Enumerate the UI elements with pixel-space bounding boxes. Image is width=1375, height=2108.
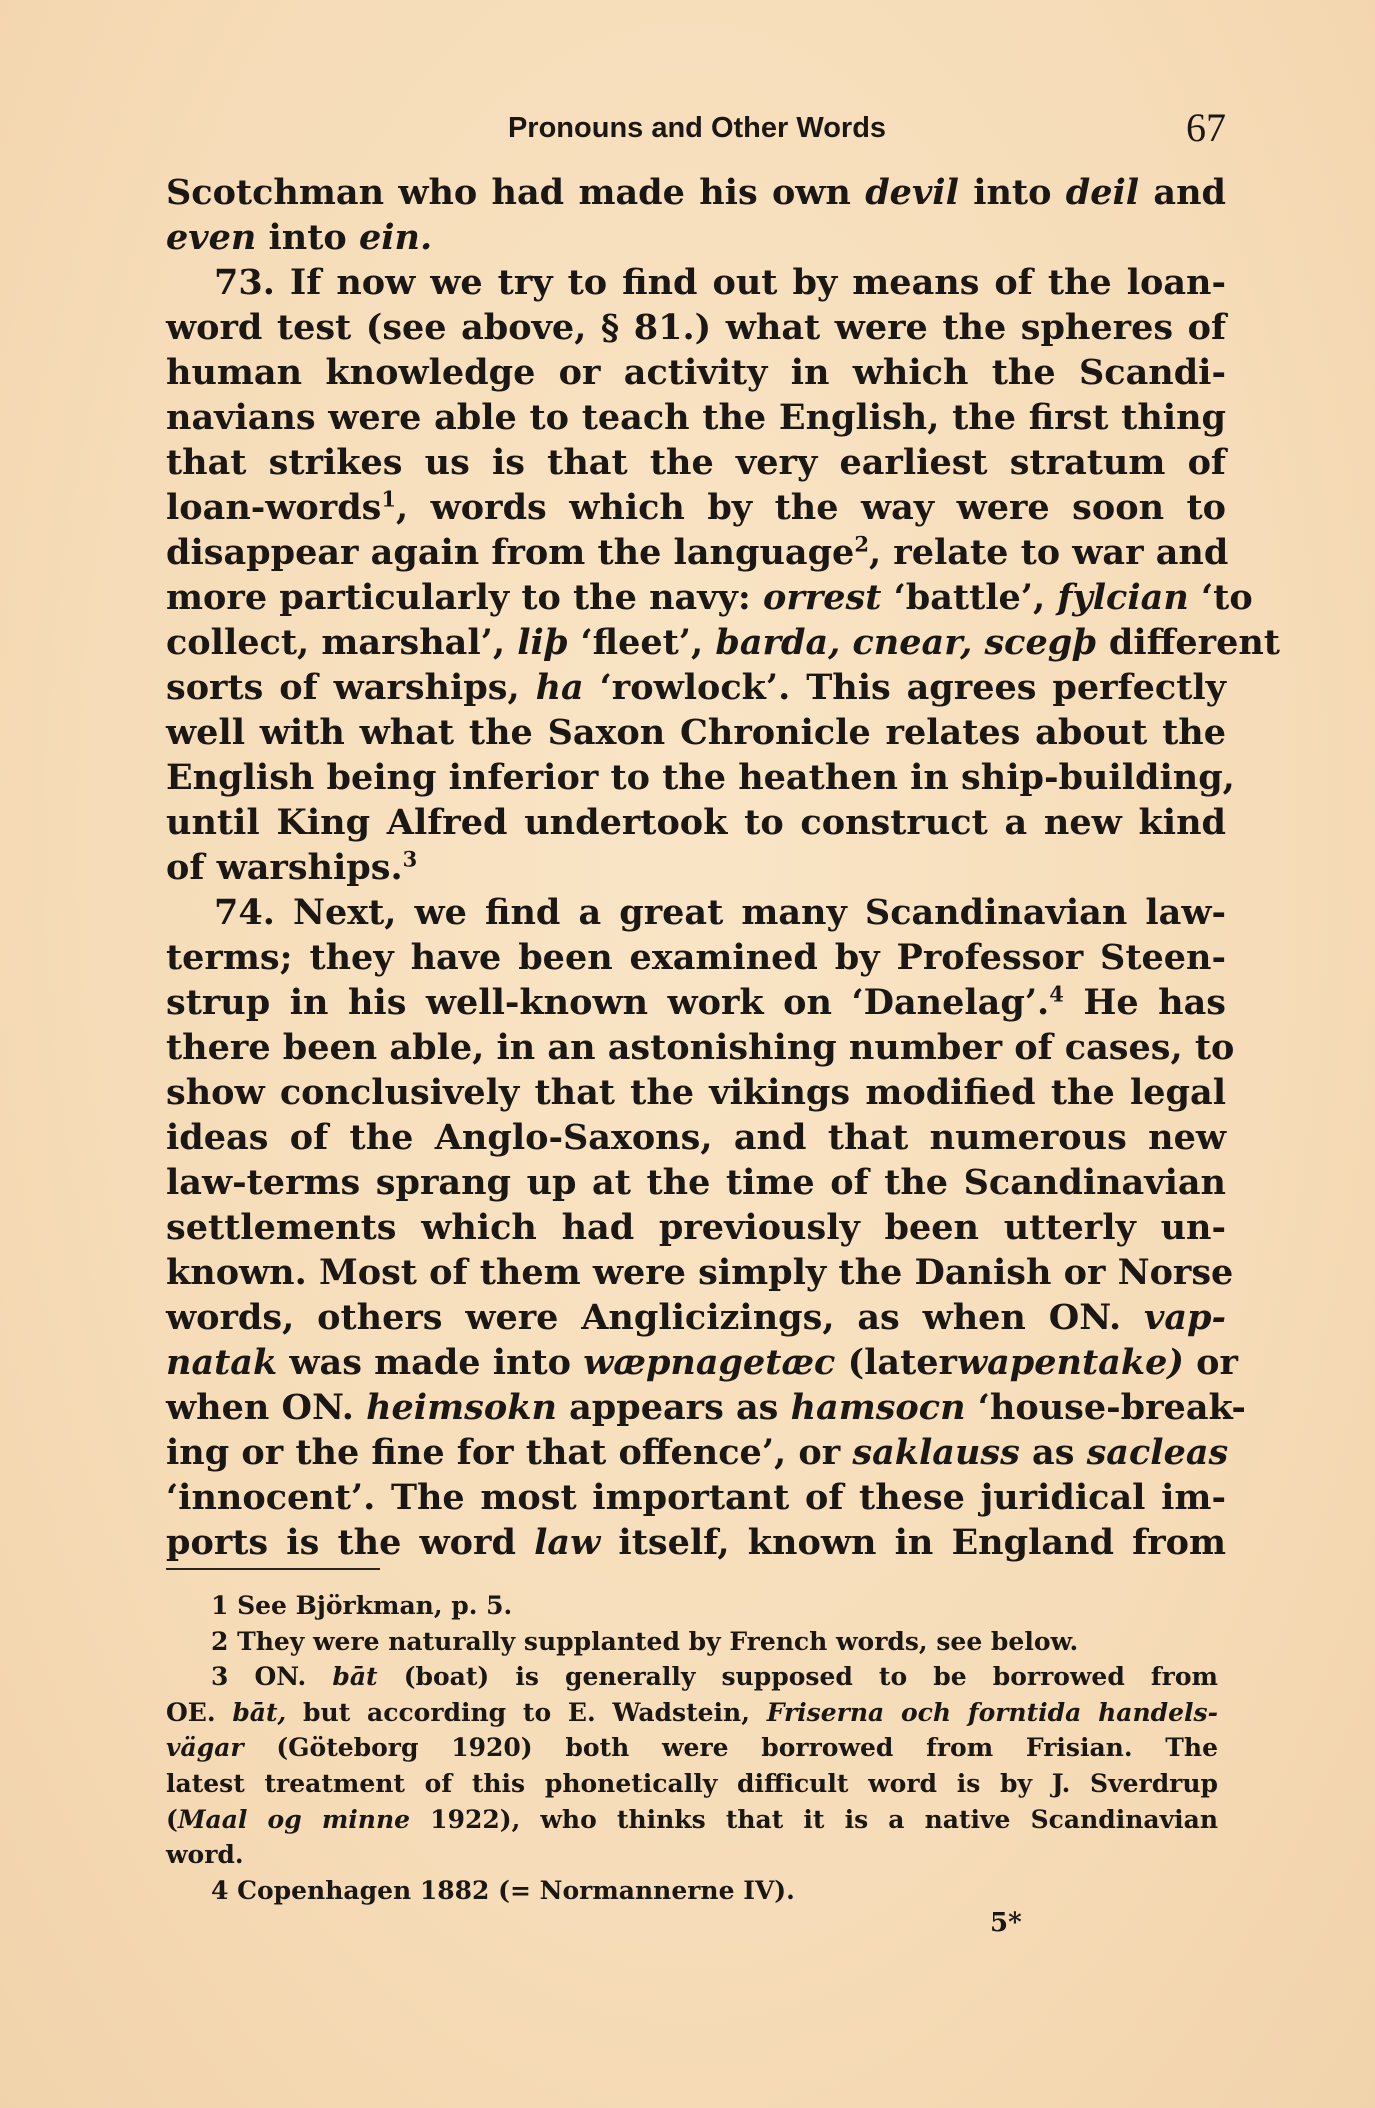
text-line: words, others were Anglicizings, as when ON. vap-	[166, 1297, 1227, 1338]
text-line: navians were able to teach the English, the first thing	[166, 397, 1226, 438]
text-line: law-terms sprang up at the time of the Scandinavian	[166, 1162, 1226, 1203]
text-line: more particularly to the navy: orrest ‘battle’, fylcian ‘to	[166, 577, 1253, 618]
text-line: until King Alfred undertook to construct a new kind	[166, 802, 1226, 843]
footnote-3-line: vägar (Göteborg 1920) both were borrowed from Frisian. The	[166, 1733, 1218, 1763]
page-number: 67	[1186, 105, 1226, 150]
text-line: ‘innocent’. The most important of these juridical im-	[166, 1477, 1226, 1518]
footnote-ref-2: 2	[854, 531, 869, 557]
text-line: there been able, in an astonishing number of cases, to	[166, 1027, 1235, 1068]
footnote-4: 4 Copenhagen 1882 (= Normannerne IV).	[211, 1875, 795, 1905]
text-line: natak was made into wæpnagetæc (laterwapentake) or	[166, 1342, 1238, 1383]
footnote-3: 3 ON. bāt (boat) is generally supposed to be borrowed from	[211, 1662, 1218, 1692]
text-line: word test (see above, § 81.) what were the spheres of	[166, 307, 1226, 348]
text-line: known. Most of them were simply the Danish or Norse	[166, 1252, 1234, 1293]
footnote-3-line: OE. bāt, but according to E. Wadstein, Friserna och forntida handels-	[166, 1697, 1218, 1727]
paragraph-74-start: 74. Next, we find a great many Scandinavian law-	[214, 892, 1226, 933]
footnotes	[166, 1588, 1218, 1908]
paragraph-73-start: 73. If now we try to find out by means of the loan-	[214, 262, 1226, 303]
text-line: ideas of the Anglo-Saxons, and that numerous new	[166, 1117, 1226, 1158]
footnote-ref-4: 4	[1049, 981, 1064, 1007]
text-line: Scotchman who had made his own devil into deil and	[166, 172, 1227, 213]
body-text	[166, 170, 1280, 1565]
footnote-1: 1 See Björkman, p. 5.	[211, 1591, 513, 1620]
text-line: terms; they have been examined by Professor Steen-	[166, 937, 1226, 978]
footnote-3-line: word.	[166, 1840, 244, 1870]
text-line: loan-words$^1$, words which by the way were soon to	[166, 486, 1226, 528]
text-line: even into ein.	[166, 217, 433, 258]
page-header	[168, 104, 1226, 154]
text-line: when ON. heimsokn appears as hamsocn ‘house-break-	[166, 1387, 1246, 1428]
text-line: ing or the fine for that offence’, or saklauss as sacleas	[166, 1432, 1229, 1473]
text-line: ports is the word law itself, known in England from	[166, 1522, 1227, 1563]
text-line: of warships.$^3$	[166, 846, 418, 888]
text-line: disappear again from the language$^2$, relate to war and	[166, 531, 1229, 573]
footnote-2: 2 They were naturally supplanted by French words, see below.	[211, 1626, 1079, 1656]
footnote-3-line: (Maal og minne 1922), who thinks that it is a native Scandinavian	[166, 1804, 1218, 1834]
text-line: sorts of warships, ha ‘rowlock’. This agrees perfectly	[166, 667, 1226, 708]
text-line: well with what the Saxon Chronicle relates about the	[166, 712, 1226, 753]
footnote-ref-3: 3	[402, 846, 418, 872]
footnote-divider	[166, 1568, 380, 1570]
text-line: collect, marshal’, liþ ‘fleet’, barda, cnear, scegþ different	[166, 622, 1280, 663]
text-line: that strikes us is that the very earliest stratum of	[166, 442, 1226, 483]
footnote-3-line: latest treatment of this phonetically difficult word is by J. Sverdrup	[166, 1768, 1218, 1798]
signature-mark: 5*	[990, 1908, 1022, 1938]
text-line: human knowledge or activity in which the Scandi-	[166, 352, 1226, 393]
text-line: strup in his well-known work on ‘Danelag’.$^4$ He has	[166, 981, 1227, 1023]
footnote-ref-1: 1	[381, 486, 397, 512]
text-line: settlements which had previously been utterly un-	[166, 1207, 1226, 1248]
running-head: Pronouns and Other Words	[507, 112, 887, 144]
text-line: show conclusively that the vikings modified the legal	[166, 1072, 1226, 1113]
text-line: English being inferior to the heathen in ship-building,	[166, 757, 1235, 798]
